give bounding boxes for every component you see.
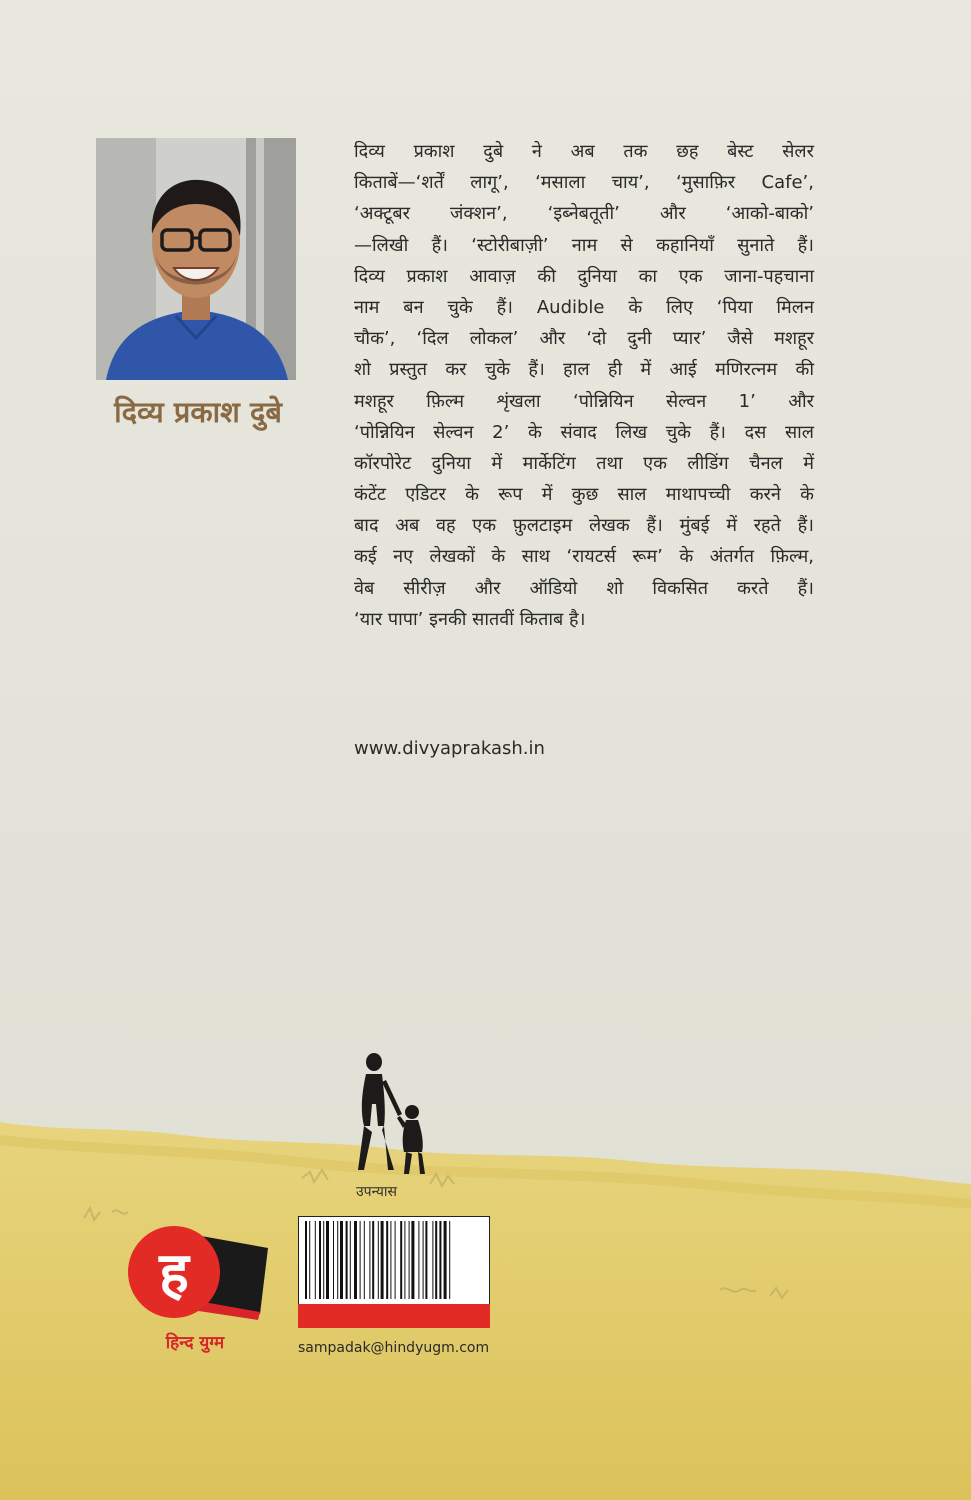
author-bio <box>354 136 814 635</box>
bio-line: कंटेंट एडिटर के रूप में कुछ साल माथापच्ची करने के <box>354 484 814 506</box>
author-website-link[interactable]: www.divyaprakash.in <box>354 738 545 759</box>
barcode-bar <box>326 1221 329 1299</box>
barcode-bar <box>305 1221 307 1299</box>
barcode-bar <box>315 1221 316 1299</box>
publisher-email-link[interactable]: sampadak@hindyugm.com <box>298 1340 490 1356</box>
barcode-bar <box>378 1221 379 1299</box>
barcode-bar <box>364 1221 365 1299</box>
bio-line: —लिखी हैं। ‘स्टोरीबाज़ी’ नाम से कहानियाँ सुनाते हैं। <box>354 234 814 256</box>
barcode-bar <box>404 1221 405 1299</box>
bio-line: किताबें—‘शर्तें लागू’, ‘मसाला चाय’, ‘मुसाफ़िर Cafe’, <box>354 172 814 194</box>
barcode-bar <box>319 1221 321 1299</box>
barcode-bar <box>432 1221 433 1299</box>
barcode-bar <box>439 1221 441 1299</box>
barcode-bar <box>411 1221 414 1299</box>
bio-line: चौक’, ‘दिल लोकल’ और ‘दो दुनी प्यार’ जैसे मशहूर <box>354 328 814 350</box>
barcode-bar <box>435 1221 437 1299</box>
barcode-bar <box>369 1221 370 1299</box>
bio-line: मशहूर फ़िल्म शृंखला ‘पोन्नियिन सेल्वन 1’ और <box>354 390 814 412</box>
barcode-bar <box>449 1221 450 1299</box>
barcode-bar <box>381 1221 384 1299</box>
bio-line: वेब सीरीज़ और ऑडियो शो विकसित करते हैं। <box>354 577 814 599</box>
bio-line: ‘अक्टूबर जंक्शन’, ‘इब्नेबतूती’ और ‘आको-बाको’ <box>354 203 814 225</box>
bio-line: दिव्य प्रकाश आवाज़ की दुनिया का एक जाना-पहचाना <box>354 265 814 287</box>
genre-label: उपन्यास <box>356 1184 397 1200</box>
barcode-bar <box>333 1221 334 1299</box>
barcode-bar <box>400 1221 402 1299</box>
bio-line: ‘पोन्नियिन सेल्वन 2’ के संवाद लिख चुके हैं। दस साल <box>354 421 814 443</box>
barcode-bar <box>390 1221 391 1299</box>
logo-glyph: ह <box>159 1241 189 1306</box>
barcode-bar <box>340 1221 343 1299</box>
publisher-name: हिन्द युग्म <box>165 1333 225 1353</box>
barcode-bars <box>303 1221 485 1299</box>
barcode-bar <box>409 1221 410 1299</box>
bio-line: कई नए लेखकों के साथ ‘रायटर्स रूम’ के अंतर्गत फ़िल्म, <box>354 546 814 568</box>
author-portrait-image <box>96 138 296 380</box>
hind-yugm-logo-icon <box>120 1214 270 1322</box>
barcode-bar <box>386 1221 388 1299</box>
barcode-bar <box>372 1221 374 1299</box>
barcode-bar <box>346 1221 348 1299</box>
barcode-bar <box>360 1221 361 1299</box>
bio-line: दिव्य प्रकाश दुबे ने अब तक छह बेस्ट सेलर <box>354 141 814 162</box>
barcode-bar <box>354 1221 357 1299</box>
barcode-bar <box>309 1221 310 1299</box>
bio-line: बाद अब वह एक फ़ुलटाइम लेखक हैं। मुंबई में रहते हैं। <box>354 515 814 537</box>
author-photo <box>96 138 296 380</box>
barcode-bar <box>350 1221 351 1299</box>
author-name: दिव्य प्रकाश दुबे <box>114 395 282 429</box>
barcode-bar <box>425 1221 427 1299</box>
bio-line: कॉरपोरेट दुनिया में मार्केटिंग तथा एक लीडिंग चैनल में <box>354 452 814 474</box>
barcode-bar <box>444 1221 447 1299</box>
bio-line: ‘यार पापा’ इनकी सातवीं किताब है। <box>354 608 586 630</box>
barcode-bar <box>395 1221 396 1299</box>
barcode-bar <box>323 1221 324 1299</box>
barcode-bar <box>418 1221 419 1299</box>
barcode-bar <box>423 1221 424 1299</box>
bio-line: शो प्रस्तुत कर चुके हैं। हाल ही में आई मणिरत्नम की <box>354 359 814 381</box>
barcode-bar <box>337 1221 338 1299</box>
parent-child-walking-illustration <box>352 1052 438 1178</box>
bio-line: नाम बन चुके हैं। Audible के लिए ‘पिया मिलन <box>354 296 814 318</box>
barcode-red-strip <box>298 1304 490 1328</box>
